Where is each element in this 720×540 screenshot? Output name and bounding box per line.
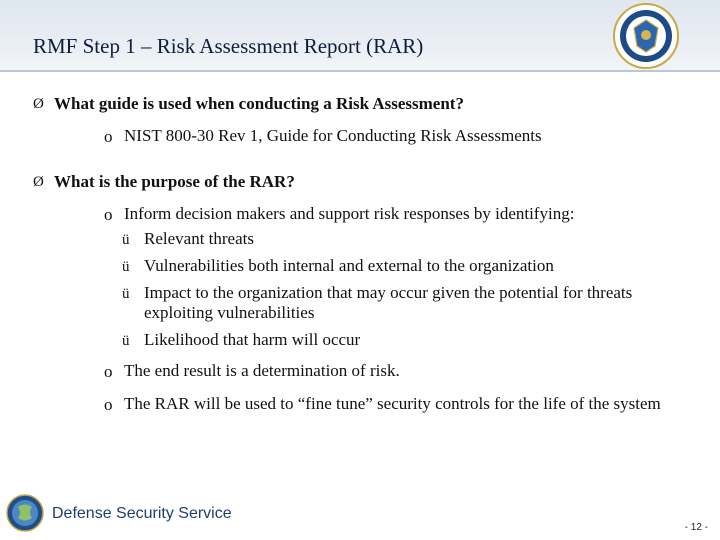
sub-item-inform: Inform decision makers and support risk responses by identifying: <box>124 204 575 223</box>
check-item-likelihood: Likelihood that harm will occur <box>144 330 361 349</box>
check-icon: ü <box>122 232 130 248</box>
title-underline <box>0 70 720 72</box>
title-bar <box>0 0 720 72</box>
dss-seal-icon <box>612 2 680 70</box>
sub-item-fine-tune: The RAR will be used to “fine tune” security controls for the life of the system <box>124 394 661 413</box>
check-icon: ü <box>122 333 130 349</box>
slide-title: RMF Step 1 – Risk Assessment Report (RAR) <box>33 34 424 58</box>
check-icon: ü <box>122 259 130 275</box>
circle-bullet-icon: o <box>104 362 113 381</box>
dss-globe-icon <box>6 494 44 532</box>
arrow-bullet-icon: Ø <box>33 174 44 190</box>
check-item-vulnerabilities: Vulnerabilities both internal and external to the organization <box>144 256 554 275</box>
bullet-question-1: What guide is used when conducting a Risk Assessment? <box>54 94 464 113</box>
circle-bullet-icon: o <box>104 395 113 414</box>
check-item-impact: Impact to the organization that may occur given the potential for threats exploiting vulnerabilities <box>144 283 633 322</box>
arrow-bullet-icon: Ø <box>33 96 44 112</box>
check-icon: ü <box>122 286 130 302</box>
footer-brand: Defense Security Service <box>52 505 232 522</box>
bullet-question-2: What is the purpose of the RAR? <box>54 172 295 191</box>
sub-item-end-result: The end result is a determination of risk. <box>124 361 400 380</box>
check-item-threats: Relevant threats <box>144 229 254 248</box>
circle-bullet-icon: o <box>104 127 113 146</box>
page-number: - 12 - <box>684 522 708 533</box>
circle-bullet-icon: o <box>104 205 113 224</box>
sub-item-nist: NIST 800-30 Rev 1, Guide for Conducting Risk Assessments <box>124 126 542 145</box>
